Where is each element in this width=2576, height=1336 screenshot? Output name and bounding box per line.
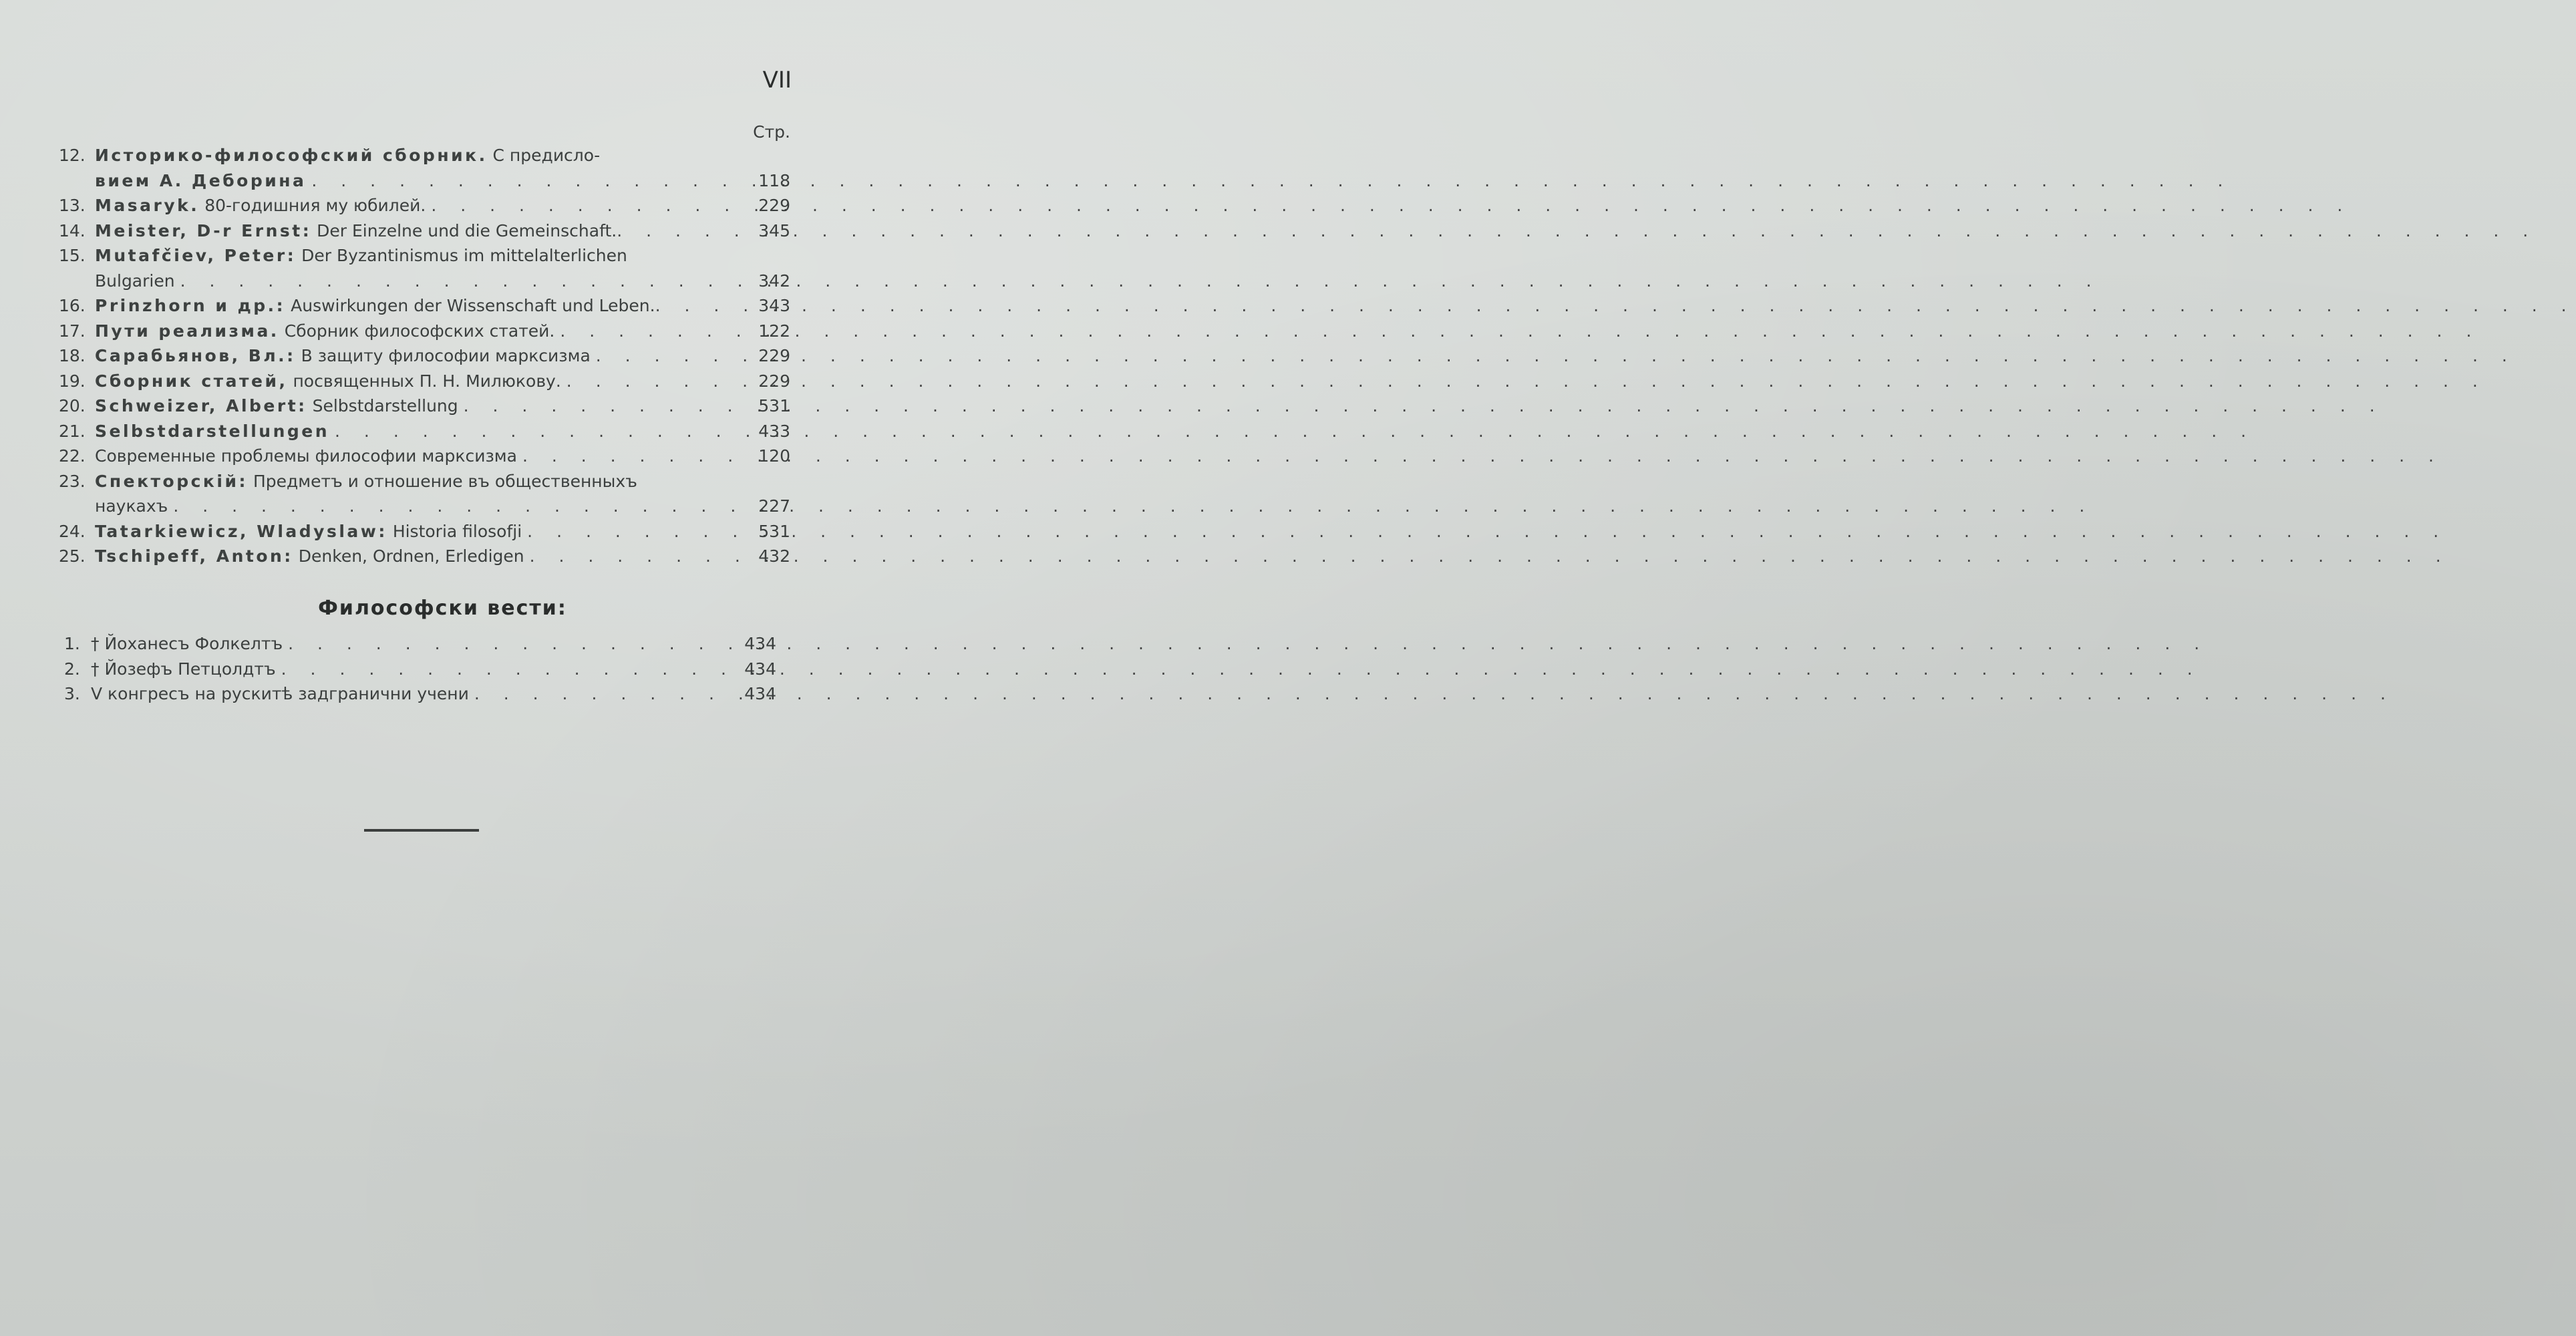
- entry-title: Предметъ и отношение въ общественныхъ: [253, 471, 637, 491]
- entry-author: Пути реализма.: [95, 321, 279, 341]
- entry-title: Historia filosofji: [392, 521, 522, 541]
- document-page: [0, 0, 885, 1336]
- entry-author: Спекторскій:: [95, 471, 248, 491]
- entry-number: 13.: [59, 196, 86, 215]
- entry-title: 80-годишния му юбилей.: [204, 196, 426, 215]
- entry-text: [95, 419, 329, 444]
- section-title: Философски вести:: [318, 597, 567, 620]
- entry-page: 229: [758, 371, 790, 391]
- entry-page: 531: [758, 396, 790, 415]
- entry-title: Der Byzantinismus im mittelalterlichen: [301, 246, 627, 265]
- entry-title-continuation: наукахъ: [95, 496, 168, 516]
- entry-page: 342: [758, 271, 790, 291]
- entry-author: Tatarkiewicz, Wladyslaw:: [95, 521, 387, 541]
- toc-entry: [59, 544, 790, 569]
- entry-title: † Йозефъ Петцолдтъ: [91, 659, 276, 679]
- entry-title: посвященных П. Н. Милюкову.: [293, 371, 561, 391]
- entry-text: [95, 369, 561, 394]
- entry-text: [95, 343, 591, 369]
- entry-title: Современные проблемы философии марксизма: [95, 446, 517, 466]
- entry-number: 21.: [59, 421, 86, 441]
- entry-page: 432: [758, 546, 790, 566]
- leader-dots: [458, 393, 750, 419]
- entry-number: 14.: [59, 220, 86, 240]
- entry-page: 122: [758, 321, 790, 341]
- entry-text: [95, 143, 600, 168]
- leader-dots: [655, 293, 750, 319]
- entry-number: 25.: [59, 546, 86, 566]
- column-header-page: Стр.: [753, 122, 790, 142]
- entry-text: [95, 193, 426, 218]
- entry-title: Selbstdarstellung: [312, 396, 458, 415]
- leader-dots: [175, 269, 750, 294]
- page-number: VII: [762, 67, 792, 94]
- news-entry: [64, 631, 776, 657]
- toc-entry: [59, 419, 790, 444]
- entry-title: Auswirkungen der Wissenschaft und Leben.: [291, 296, 655, 315]
- entry-title-continuation: Bulgarien: [95, 271, 175, 291]
- entry-author: Selbstdarstellungen: [95, 421, 330, 441]
- entry-page: 229: [758, 346, 790, 365]
- entry-number: 20.: [59, 396, 86, 415]
- toc-entry: [59, 293, 790, 319]
- entry-text: [95, 243, 627, 269]
- news-list: [64, 631, 776, 707]
- entry-number: 23.: [59, 471, 86, 491]
- toc-entry: [59, 193, 790, 218]
- entry-title: † Йоханесъ Фолкелтъ: [91, 634, 283, 653]
- entry-page: 345: [758, 220, 790, 240]
- entry-page: 434: [744, 634, 776, 653]
- leader-dots: [524, 544, 750, 569]
- entry-number: 12.: [59, 146, 86, 165]
- toc-entry: [59, 143, 790, 193]
- entry-title: В защиту философии марксизма: [301, 346, 591, 365]
- entry-text: [95, 293, 655, 319]
- end-rule-divider: [364, 829, 479, 832]
- entry-title: Der Einzelne und die Gemeinschaft.: [317, 220, 617, 240]
- leader-dots: [591, 343, 750, 369]
- entry-text: [95, 393, 458, 419]
- leader-dots: [522, 519, 750, 544]
- entry-number: 3.: [64, 684, 80, 703]
- leader-dots: [554, 319, 750, 344]
- entry-author: Masaryk.: [95, 196, 200, 215]
- leader-dots: [329, 419, 750, 444]
- entry-page: 118: [758, 170, 790, 190]
- entry-author: Сборник статей,: [95, 371, 288, 391]
- toc-entry: [59, 369, 790, 394]
- leader-dots: [168, 494, 750, 519]
- news-entry: [64, 681, 776, 707]
- entry-title: Сборник философских статей.: [284, 321, 555, 341]
- news-entry: [64, 657, 776, 682]
- entry-author: Историко-философский сборник.: [95, 146, 488, 165]
- entry-page: 531: [758, 521, 790, 541]
- entry-author: Prinzhorn и др.:: [95, 296, 286, 315]
- entry-page: 434: [744, 684, 776, 703]
- entry-text: [95, 544, 524, 569]
- leader-dots: [283, 631, 736, 657]
- toc-entry: [59, 218, 790, 244]
- entry-page: 433: [758, 421, 790, 441]
- entry-author: Mutafčiev, Peter:: [95, 246, 297, 265]
- leader-dots: [426, 193, 750, 218]
- entry-text: [95, 469, 637, 494]
- entry-author: Schweizer, Albert:: [95, 396, 307, 415]
- leader-dots: [561, 369, 750, 394]
- toc-entry: [59, 444, 790, 469]
- entry-text: [95, 218, 617, 244]
- entry-author: Сарабьянов, Вл.:: [95, 346, 296, 365]
- leader-dots: [276, 657, 736, 682]
- entry-number: 1.: [64, 634, 80, 653]
- entry-author: Tschipeff, Anton:: [95, 546, 293, 566]
- entry-author: Meister, D-r Ernst:: [95, 220, 312, 240]
- entry-number: 15.: [59, 246, 86, 265]
- entry-number: 17.: [59, 321, 86, 341]
- toc-entry: [59, 243, 790, 293]
- leader-dots: [469, 681, 736, 707]
- entry-text: [95, 319, 554, 344]
- leader-dots: [617, 218, 750, 244]
- entry-title: V конгресъ на рускитѣ задгранични учени: [91, 684, 469, 703]
- entry-title: Denken, Ordnen, Erledigen: [298, 546, 524, 566]
- entry-page: 227: [758, 496, 790, 516]
- entry-page: 343: [758, 296, 790, 315]
- toc-entry: [59, 319, 790, 344]
- leader-dots: [306, 168, 750, 194]
- entry-page: 229: [758, 196, 790, 215]
- entry-title-continuation: вием А. Деборина: [95, 170, 307, 190]
- entry-number: 18.: [59, 346, 86, 365]
- entry-title: С предисло-: [492, 146, 601, 165]
- entry-number: 22.: [59, 446, 86, 466]
- entry-page: 120: [758, 446, 790, 466]
- entry-number: 19.: [59, 371, 86, 391]
- toc-entry: [59, 469, 790, 519]
- entry-number: 24.: [59, 521, 86, 541]
- toc-entry: [59, 519, 790, 544]
- contents-list: [59, 143, 790, 569]
- entry-number: 2.: [64, 659, 80, 679]
- entry-number: 16.: [59, 296, 86, 315]
- entry-text: [95, 519, 522, 544]
- toc-entry: [59, 393, 790, 419]
- leader-dots: [517, 444, 750, 469]
- entry-page: 434: [744, 659, 776, 679]
- toc-entry: [59, 343, 790, 369]
